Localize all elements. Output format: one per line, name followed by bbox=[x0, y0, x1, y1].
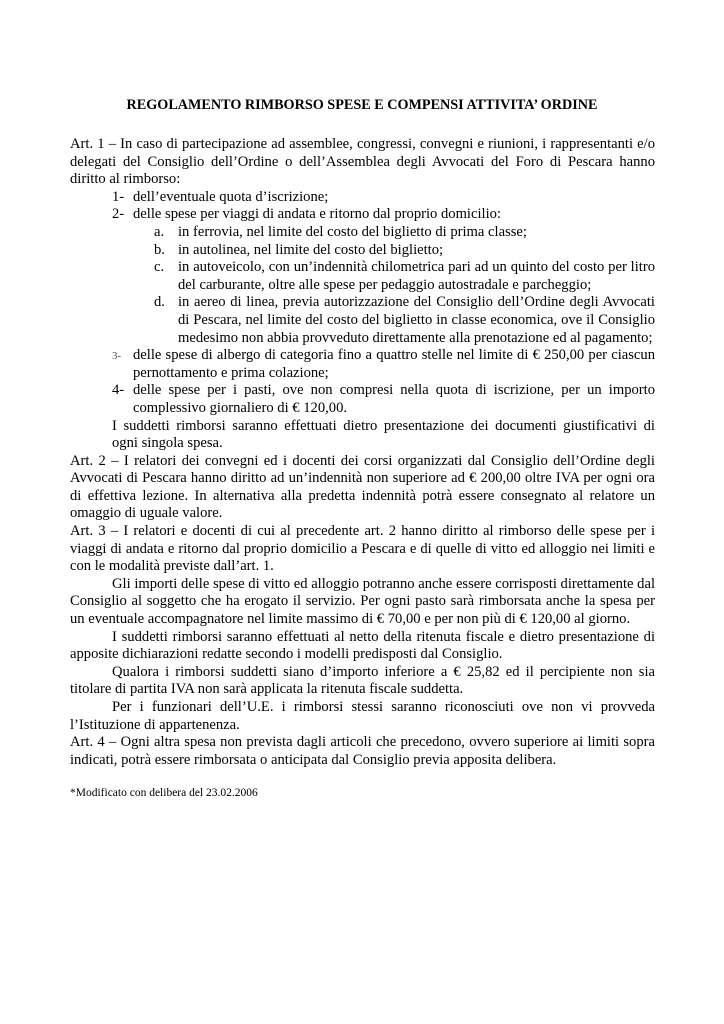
art3-paragraph-2: I suddetti rimborsi saranno effettuati al netto della ritenuta fiscale e dietro presentazione di apposite dichiarazioni redatte secondo i modelli predisposti dal Consiglio. bbox=[70, 628, 655, 663]
subitem-text: in autolinea, nel limite del costo del biglietto; bbox=[178, 241, 444, 258]
document-title: REGOLAMENTO RIMBORSO SPESE E COMPENSI ATTIVITA’ ORDINE bbox=[126, 97, 598, 113]
art1-note: I suddetti rimborsi saranno effettuati dietro presentazione dei documenti giustificativi di ogni singola spesa. bbox=[112, 417, 655, 452]
art1-subitem-b bbox=[70, 242, 655, 260]
subitem-letter: c. bbox=[154, 259, 165, 276]
item-number: 1- bbox=[112, 188, 125, 205]
item-text: delle spese per i pasti, ove non compresi nella quota di iscrizione, per un importo complessivo giornaliero di € 120,00. bbox=[133, 382, 655, 416]
art3-paragraph-4: Per i funzionari dell’U.E. i rimborsi stessi saranno riconosciuti ove non vi provveda l’Istituzione di appartenenza. bbox=[70, 699, 655, 733]
subitem-letter: a. bbox=[154, 223, 165, 240]
art1-subitem-d bbox=[70, 294, 655, 347]
subitem-text: in aereo di linea, previa autorizzazione del Consiglio dell’Ordine degli Avvocati di Pescara, nel limite del costo del biglietto in classe economica, ove il Consiglio medesimo non abbia provveduto direttamente alla prenotazione ed al pagamento; bbox=[178, 294, 655, 346]
item-number: 4- bbox=[112, 382, 125, 399]
document-body bbox=[70, 136, 655, 769]
art1-subitem-c bbox=[70, 259, 655, 294]
item-number: 3- bbox=[112, 350, 122, 363]
item-text: delle spese per viaggi di andata e ritorno dal proprio domicilio: bbox=[133, 206, 501, 223]
item-text: dell’eventuale quota d’iscrizione; bbox=[133, 188, 329, 205]
art2-paragraph: Art. 2 – I relatori dei convegni ed i docenti dei corsi organizzati dal Consiglio dell’Ordine degli Avvocati di Pescara hanno diritto ad un’indennità non superiore ad € 200,00 oltre IVA per ogni ora di effettiva lezione. In alternativa alla predetta indennità potrà essere consegnato al relatore un omaggio di uguale valore. bbox=[70, 452, 655, 522]
art1-intro: Art. 1 – In caso di partecipazione ad assemblee, congressi, convegni e riunioni, i rappresentanti e/o delegati del Consiglio dell’Ordine o dell’Assemblea degli Avvocati del Foro di Pescara hanno diritto al rimborso: bbox=[70, 136, 655, 188]
subitem-text: in ferrovia, nel limite del costo del biglietto di prima classe; bbox=[178, 223, 527, 240]
art1-subitem-a bbox=[70, 224, 655, 242]
art3-paragraph-3: Qualora i rimborsi suddetti siano d’importo inferiore a € 25,82 ed il percipiente non sia titolare di partita IVA non sarà applicata la ritenuta fiscale suddetta. bbox=[70, 663, 655, 698]
item-number: 2- bbox=[112, 206, 125, 223]
art1-item-3 bbox=[70, 347, 655, 382]
art1-item-4 bbox=[70, 382, 655, 417]
art3-paragraph-1: Gli importi delle spese di vitto ed alloggio potranno anche essere corrisposti direttamente dal Consiglio al soggetto che ha erogato il servizio. Per ogni pasto sarà rimborsata anche la spesa per un eventuale accompagnatore nel limite massimo di € 70,00 e per non più di € 120,00 al giorno. bbox=[70, 575, 655, 628]
art3-intro: Art. 3 – I relatori e docenti di cui al precedente art. 2 hanno diritto al rimborso delle spese per i viaggi di andata e ritorno dal proprio domicilio a Pescara e di quelle di vitto ed alloggio nei limiti e con le modalità previste dall’art. 1. bbox=[70, 523, 655, 575]
art4-paragraph: Art. 4 – Ogni altra spesa non prevista dagli articoli che precedono, ovvero superiore ai limiti sopra indicati, potrà essere rimborsata o anticipata dal Consiglio previa apposita delibera. bbox=[70, 734, 655, 768]
subitem-letter: b. bbox=[154, 241, 165, 258]
art1-item-1 bbox=[70, 189, 655, 207]
footnote: *Modificato con delibera del 23.02.2006 bbox=[70, 787, 258, 799]
subitem-text: in autoveicolo, con un’indennità chilometrica pari ad un quinto del costo per litro del carburante, oltre alle spese per pedaggio autostradale e parcheggio; bbox=[178, 259, 655, 293]
subitem-letter: d. bbox=[154, 294, 165, 311]
art1-item-2 bbox=[70, 206, 655, 224]
item-text: delle spese di albergo di categoria fino a quattro stelle nel limite di € 250,00 per ciascun pernottamento e prima colazione; bbox=[133, 347, 655, 381]
